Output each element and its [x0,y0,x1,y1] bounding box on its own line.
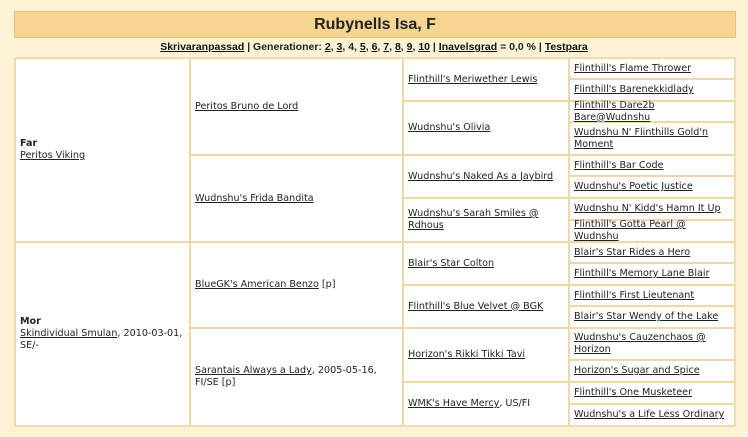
generation-link-9[interactable]: 9 [406,41,413,53]
ancestor-link[interactable]: Flinthill's Blue Velvet @ BGK [408,300,544,312]
ancestor-link[interactable]: Horizon's Sugar and Spice [574,365,700,376]
ancestor-info: [p] [318,279,336,290]
ancestor-link[interactable]: Blair's Star Wendy of the Lake [574,311,719,322]
gen3-cell [403,198,569,242]
gen3-cell [403,242,569,285]
maternal-grandsire-cell [190,242,403,328]
gen4-cell [569,382,735,404]
gen3-cell [403,58,569,101]
ancestor-info: , US/FI [499,398,531,409]
gen4-cell [569,242,735,263]
ancestor-link[interactable]: WMK's Have Mercy [408,398,500,409]
gen3-cell [403,101,569,155]
gen4-cell [569,360,735,382]
print-friendly-link[interactable]: Skrivaranpassad [160,41,245,53]
ancestor-link[interactable]: Blair's Star Rides a Hero [574,246,691,258]
ancestor-link[interactable]: Blair's Star Colton [408,257,495,269]
ancestor-link[interactable]: Wudnshu's Cauzenchaos @ Horizon [574,332,706,355]
separator: , [412,41,419,53]
gen3-cell [403,382,569,426]
separator: , [330,41,337,53]
gen4-cell [569,328,735,360]
ancestor-link[interactable]: Flinthill's Memory Lane Blair [574,268,710,279]
generation-link-3[interactable]: 3 [336,41,343,53]
paternal-granddam-cell [190,155,403,242]
ancestor-link[interactable]: Wudnshu N' Flinthills Gold'n Moment [574,126,709,150]
ancestor-link[interactable]: Flinthill's Barenekkidlady [574,84,694,95]
pedigree-table [14,57,736,427]
ancestor-link[interactable]: Flinthill's Dare2b Bare@Wudnshu [574,99,655,123]
separator: , [400,41,407,53]
generations-label: | Generationer: [244,41,325,53]
separator: | [430,41,439,53]
generation-link-2[interactable]: 2 [324,41,331,53]
generation-current-4: 4 [348,41,355,53]
gen4-cell [569,122,735,155]
ancestor-link[interactable]: Wudnshu's Naked As a Jaybird [408,170,554,182]
paternal-grandsire-cell [190,58,403,155]
ancestor-link[interactable]: Wudnshu's Sarah Smiles @ Rdhous [408,208,539,231]
ancestor-link[interactable]: BlueGK's American Benzo [195,279,319,290]
generation-link-7[interactable]: 7 [383,41,390,53]
ancestor-link[interactable]: Flinthill's Bar Code [574,159,664,171]
sire-name-link[interactable]: Peritos Viking [20,150,86,161]
sire-label: Far [20,138,38,149]
gen4-cell [569,220,735,242]
dam-label: Mor [20,316,41,327]
page-title-text: Rubynells Isa, F [314,15,436,33]
inbreeding-value: = 0,0 % | [497,41,545,53]
test-mating-link[interactable]: Testpara [544,41,588,53]
ancestor-link[interactable]: Peritos Bruno de Lord [195,100,299,112]
ancestor-link[interactable]: Wudnshu's Olivia [408,122,491,133]
gen4-cell [569,79,735,101]
ancestor-link[interactable]: Flinthill's First Lieutenant [574,289,695,301]
ancestor-info: , 2005-05-16, FI/SE [p] [195,365,377,388]
ancestor-link[interactable]: Flinthill's Meriwether Lewis [408,73,538,85]
separator: , [389,41,395,53]
separator: , [365,41,372,53]
gen3-cell [403,328,569,382]
gen4-cell [569,58,735,79]
generation-link-5[interactable]: 5 [359,41,366,53]
ancestor-link[interactable]: Wudnshu's Poetic Justice [574,181,693,192]
ancestor-link[interactable]: Wudnshu N' Kidd's Hamn It Up [574,203,721,214]
dam-cell [15,242,190,426]
dam-name-link[interactable]: Skindividual Smulan [20,328,118,339]
dam-info: , 2010-03-01, SE/- [20,328,183,351]
gen4-cell [569,285,735,306]
separator: , [377,41,384,53]
generation-link-8[interactable]: 8 [394,41,401,53]
gen4-cell [569,263,735,285]
gen4-cell [569,101,735,122]
sire-cell [15,58,190,242]
gen4-cell [569,176,735,198]
separator: , [342,41,349,53]
ancestor-link[interactable]: Sarantais Always a Lady [195,365,312,376]
maternal-granddam-cell [190,328,403,426]
pedigree-toolbar [0,41,748,53]
inbreeding-link[interactable]: Inavelsgrad [438,41,498,53]
gen4-cell [569,306,735,328]
gen3-cell [403,155,569,198]
page-title [14,11,736,38]
ancestor-link[interactable]: Flinthill's One Musketeer [574,387,693,398]
generation-link-10[interactable]: 10 [418,41,431,53]
separator: , [354,41,360,53]
gen4-cell [569,155,735,176]
ancestor-link[interactable]: Flinthill's Gotta Pearl @ Wudnshu [574,219,686,242]
ancestor-link[interactable]: Flinthill's Flame Thrower [574,62,692,74]
gen4-cell [569,198,735,220]
ancestor-link[interactable]: Wudnshu's a Life Less Ordinary [574,409,725,420]
ancestor-link[interactable]: Wudnshu's Frida Bandita [195,192,314,204]
gen4-cell [569,404,735,426]
gen3-cell [403,285,569,328]
generation-link-6[interactable]: 6 [371,41,378,53]
ancestor-link[interactable]: Horizon's Rikki Tikki Tavi [408,349,526,360]
